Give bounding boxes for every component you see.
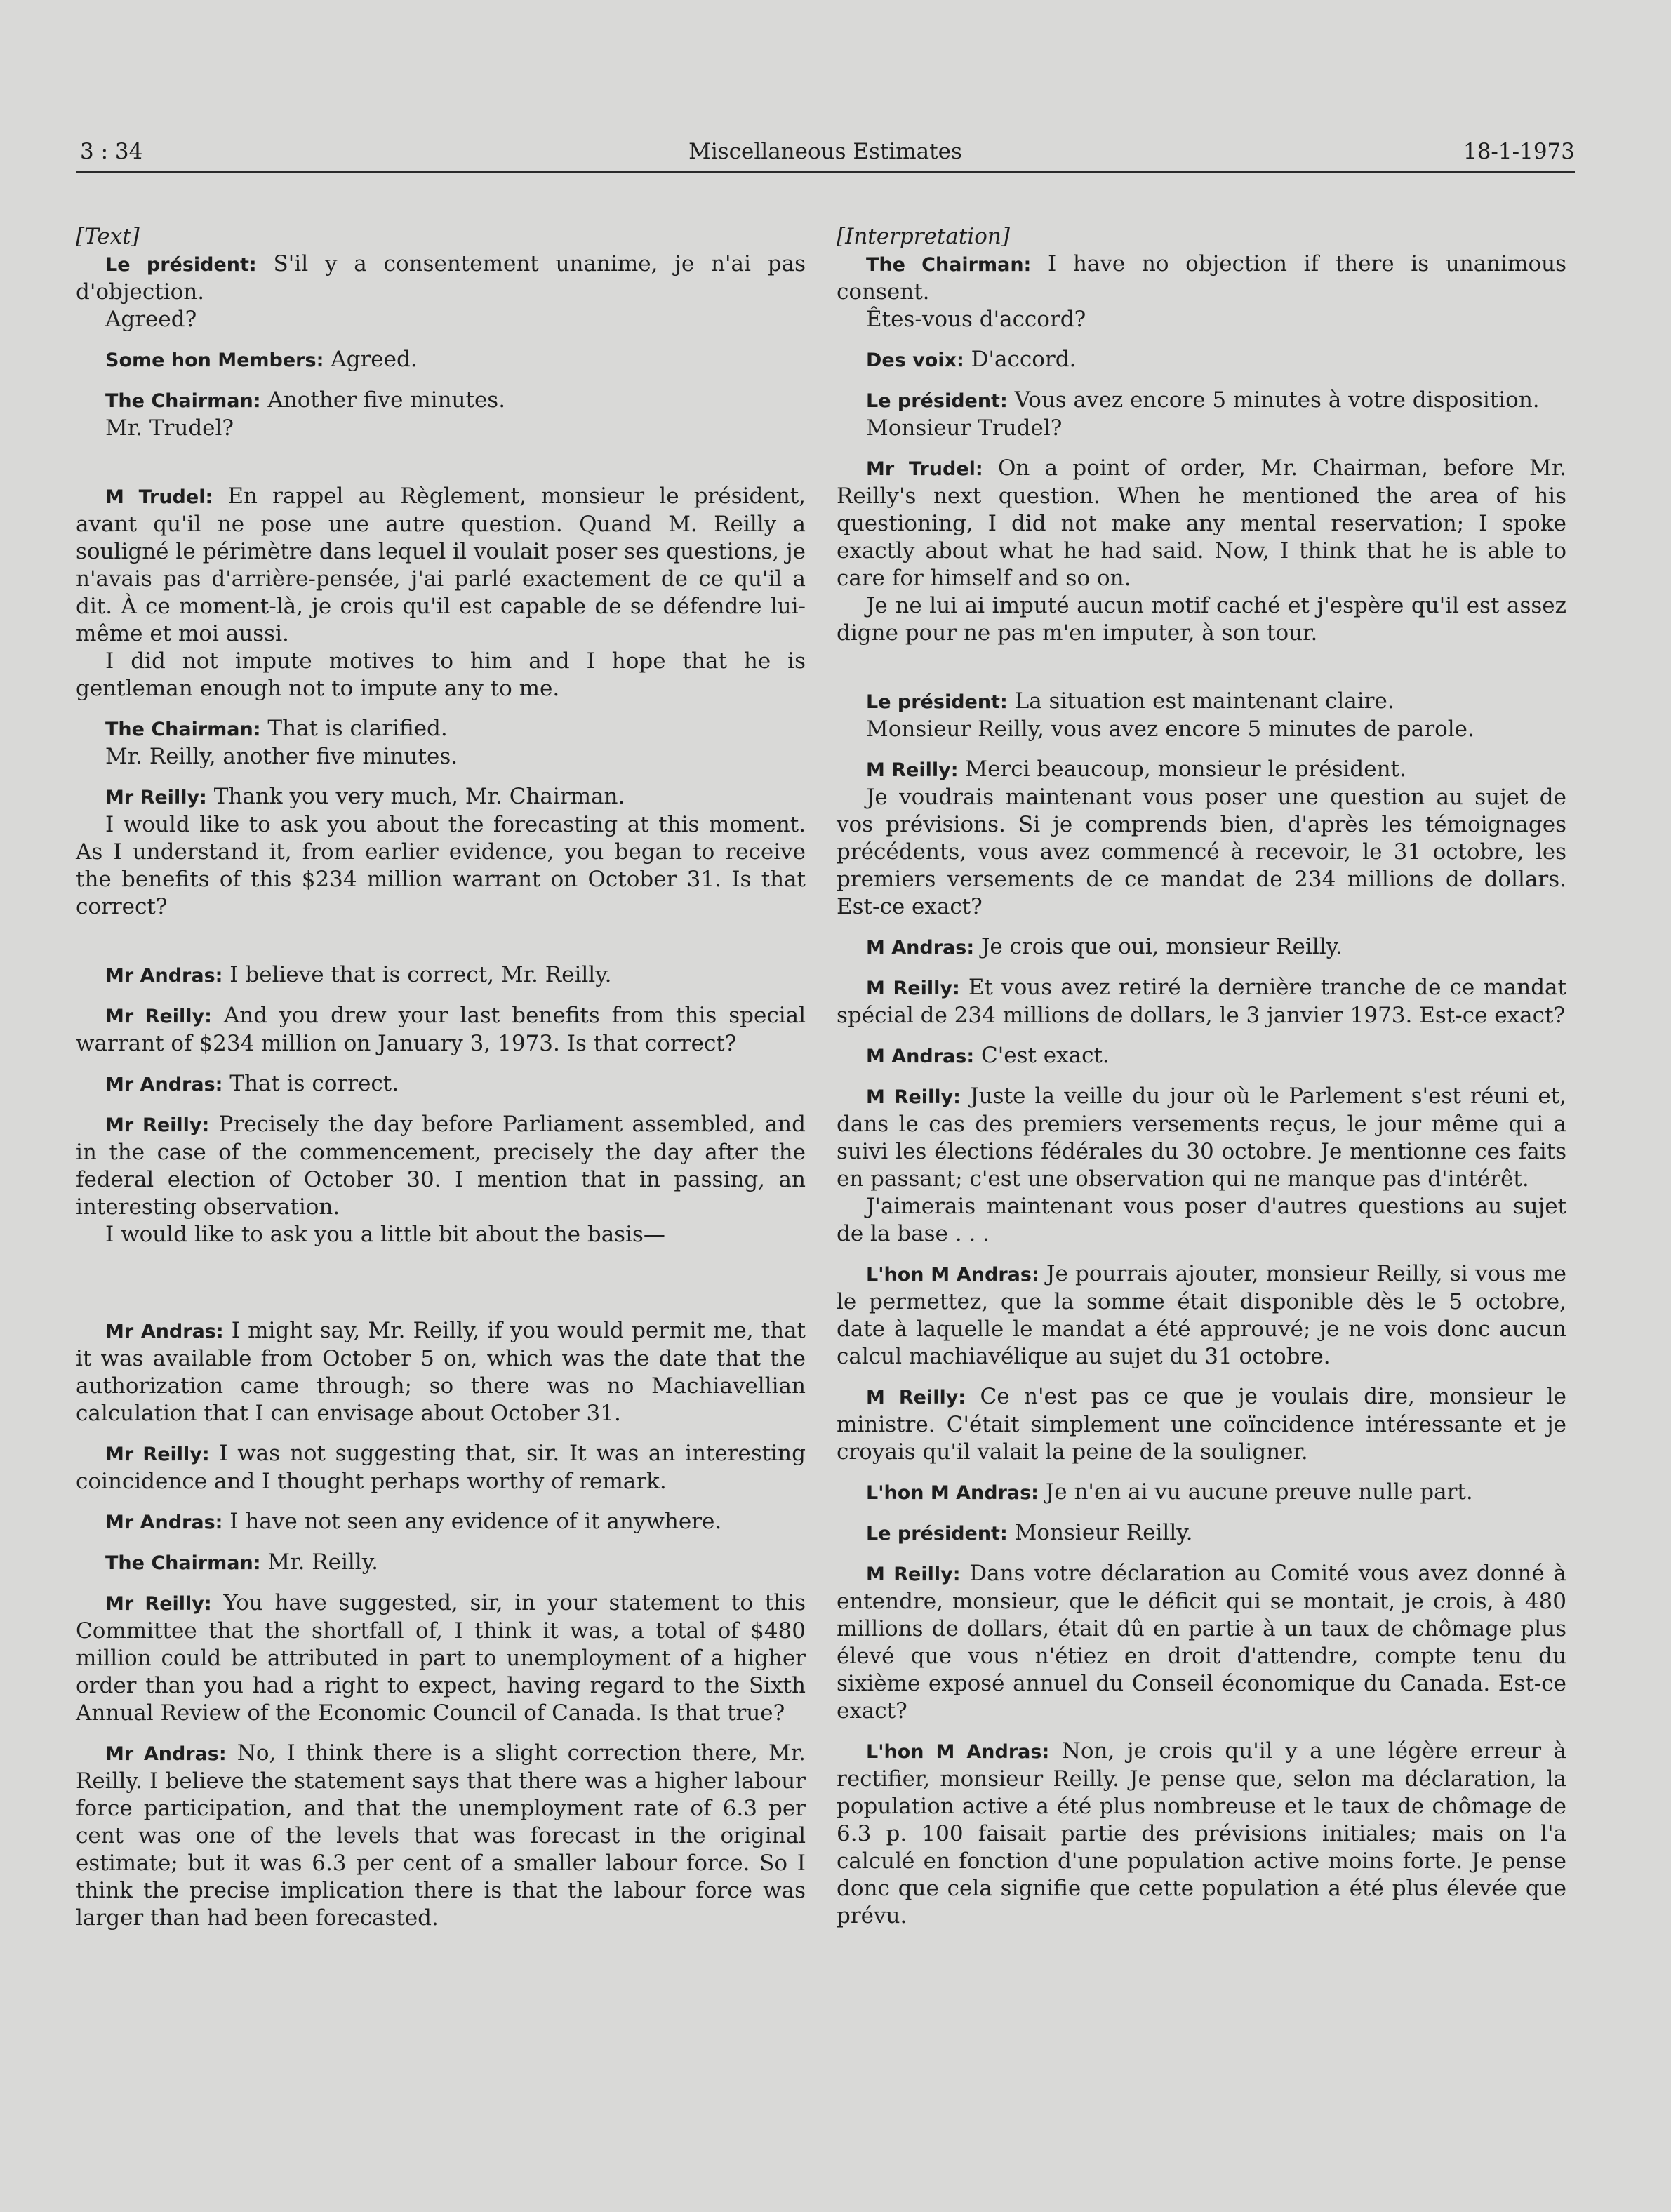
speaker: M Trudel: <box>105 486 213 508</box>
speaker: Le président: <box>105 254 257 276</box>
paragraph: J'aimerais maintenant vous poser d'autres questions au sujet de la base . . . <box>837 1194 1566 1246</box>
speech: I have no objection if there is unanimous consent. <box>837 251 1566 305</box>
language-tag: [Text] <box>76 224 140 249</box>
speech: That is clarified. <box>260 716 448 741</box>
speaker: Mr Reilly: <box>105 787 207 808</box>
speech: No, I think there is a slight correction there, Mr. Reilly. I believe the statement says that there was a higher labour force participation, and that the unemployment rate of 6.3 per cent was one of the levels that was forecast in the original estimate; but it was 6.3 per cent of a smaller labour force. So I think the precise implication there is that the labour force was larger than had been forecasted. <box>76 1740 806 1931</box>
speaker: M Reilly: <box>866 1564 961 1585</box>
speech: Je crois que oui, monsieur Reilly. <box>974 934 1343 959</box>
paragraph <box>76 1111 806 1221</box>
speaker: Mr Reilly: <box>105 1006 212 1027</box>
paragraph <box>837 1560 1566 1725</box>
speech: Precisely the day before Parliament assembled, and in the case of the commencement, precisely the day after the federal election of October 30. I mention that in passing, an interesting observation. <box>76 1112 806 1220</box>
speaker: M Reilly: <box>866 1387 966 1408</box>
speech: Vous avez encore 5 minutes à votre disposition. <box>1007 387 1540 413</box>
speech: Agreed. <box>324 347 418 372</box>
paragraph <box>837 1383 1566 1466</box>
speech: Juste la veille du jour où le Parlement s'est réuni et, dans le cas des premiers versements reçus, le jour même qui a suivi les élections fédérales du 30 octobre. Je mentionne ces faits en passant; c'est une observation qui ne manque pas d'intérêt. <box>837 1084 1566 1192</box>
paragraph <box>837 688 1566 716</box>
paragraph: Êtes-vous d'accord? <box>866 307 1086 332</box>
paragraph: I would like to ask you a little bit about the basis— <box>105 1222 665 1247</box>
speaker: Mr Andras: <box>105 1743 227 1765</box>
right-column <box>837 223 1566 1930</box>
speech: I was not suggesting that, sir. It was an interesting coincidence and I thought perhaps worthy of remark. <box>76 1441 806 1494</box>
publication-title: Miscellaneous Estimates <box>688 139 962 164</box>
speaker: Some hon Members: <box>105 349 324 371</box>
paragraph <box>76 1740 806 1932</box>
speaker: Mr Trudel: <box>866 458 983 480</box>
page-date: 18-1-1973 <box>1463 139 1575 164</box>
paragraph: Mr. Reilly, another five minutes. <box>105 744 458 769</box>
paragraph <box>837 387 1566 415</box>
speech: Ce n'est pas ce que je voulais dire, monsieur le ministre. C'était simplement une coïncidence intéressante et je croyais qu'il valait la peine de la souligner. <box>837 1384 1566 1465</box>
speaker: The Chairman: <box>105 1552 261 1574</box>
speaker: M Reilly: <box>866 978 960 999</box>
speech: En rappel au Règlement, monsieur le président, avant qu'il ne pose une autre question. Quand M. Reilly a souligné le périmètre dans lequel il voulait poser ses questions, je n'avais pas d'arrière-pensée, j'ai parlé exactement de ce qu'il a dit. À ce moment-là, je crois qu'il est capable de se défendre lui-même et moi aussi. <box>76 484 806 646</box>
speech: On a point of order, Mr. Chairman, before Mr. Reilly's next question. When he mentioned the area of his questioning, I did not make any mental reservation; I spoke exactly about what he had said. Now, I think that he is able to care for himself and so on. <box>837 455 1567 591</box>
speech: Mr. Reilly. <box>260 1550 378 1575</box>
paragraph <box>76 251 806 306</box>
speaker: L'hon M Andras: <box>866 1264 1039 1286</box>
speaker: Le président: <box>866 390 1008 412</box>
paragraph <box>837 1738 1566 1930</box>
speech: That is correct. <box>222 1071 399 1096</box>
speaker: Le président: <box>866 691 1008 713</box>
speaker: M Reilly: <box>866 1086 961 1108</box>
speech: Another five minutes. <box>260 387 506 413</box>
paragraph <box>76 715 806 743</box>
speech: C'est exact. <box>974 1043 1110 1068</box>
speaker: Mr Reilly: <box>105 1114 210 1136</box>
speech: Et vous avez retiré la dernière tranche de ce mandat spécial de 234 millions de dollars, le 3 janvier 1973. Est-ce exact? <box>837 975 1566 1028</box>
page-header <box>76 131 1575 173</box>
speaker: Mr Andras: <box>105 1512 223 1533</box>
paragraph: Mr. Trudel? <box>105 415 234 441</box>
speaker: Mr Andras: <box>105 1074 223 1095</box>
speech: Thank you very much, Mr. Chairman. <box>206 784 625 809</box>
speech: Monsieur Reilly. <box>1007 1520 1193 1545</box>
speaker: Le président: <box>866 1523 1008 1545</box>
paragraph <box>837 251 1566 306</box>
paragraph <box>837 455 1566 592</box>
paragraph <box>76 1070 806 1098</box>
speaker: Mr Reilly: <box>105 1444 210 1465</box>
speech: La situation est maintenant claire. <box>1007 688 1394 714</box>
speech: I might say, Mr. Reilly, if you would permit me, that it was available from October 5 on, which was the date that the authorization came through; so there was no Machiavellian calculation that I can envisage about October 31. <box>76 1318 806 1426</box>
paragraph <box>837 1479 1566 1507</box>
speaker: M Andras: <box>866 937 975 959</box>
paragraph <box>837 756 1566 784</box>
speech: Je n'en ai vu aucune preuve nulle part. <box>1038 1479 1473 1505</box>
speaker: Mr Reilly: <box>105 1593 212 1615</box>
paragraph <box>76 387 806 415</box>
speaker: M Andras: <box>866 1046 975 1067</box>
speaker: Mr Andras: <box>105 965 223 987</box>
paragraph <box>837 1260 1566 1371</box>
speaker: Des voix: <box>866 349 964 371</box>
left-column <box>76 223 806 1932</box>
paragraph <box>76 483 806 648</box>
speaker: Mr Andras: <box>105 1321 224 1342</box>
language-tag: [Interpretation] <box>837 224 1010 249</box>
paragraph: Je ne lui ai imputé aucun motif caché et j'espère qu'il est assez digne pour ne pas m'en imputer, à son tour. <box>837 593 1566 646</box>
speech: You have suggested, sir, in your statement to this Committee that the shortfall of, I think it was, a total of $480 million could be attributed in part to unemployment of a higher order than you had a right to expect, having regard to the Sixth Annual Review of the Economic Council of Canada. Is that true? <box>76 1590 806 1726</box>
speaker: The Chairman: <box>105 719 261 740</box>
paragraph <box>837 933 1566 961</box>
paragraph: Monsieur Trudel? <box>866 415 1063 441</box>
speech: And you drew your last benefits from this special warrant of $234 million on January 3, 1973. Is that correct? <box>76 1003 806 1056</box>
paragraph <box>76 346 806 374</box>
paragraph <box>76 1317 806 1427</box>
speaker: The Chairman: <box>105 390 261 412</box>
paragraph: Monsieur Reilly, vous avez encore 5 minutes de parole. <box>866 717 1474 742</box>
paragraph <box>76 1549 806 1577</box>
paragraph <box>76 783 806 811</box>
speech: S'il y a consentement unanime, je n'ai pas d'objection. <box>76 251 806 305</box>
paragraph: I did not impute motives to him and I hope that he is gentleman enough not to impute any to me. <box>76 648 806 701</box>
speaker: M Reilly: <box>866 759 959 781</box>
speaker: The Chairman: <box>866 254 1032 276</box>
paragraph <box>837 346 1566 374</box>
speech: Dans votre déclaration au Comité vous avez donné à entendre, monsieur, que le déficit qui se montait, je crois, à 480 millions de dollars, était dû en partie à un taux de chômage plus élevé que vous n'étiez en droit d'attendre, compte tenu du sixième exposé annuel du Conseil économique du Canada. Est-ce exact? <box>837 1561 1566 1724</box>
speech: Je pourrais ajouter, monsieur Reilly, si vous me le permettez, que la somme était disponible dès le 5 octobre, date à laquelle le mandat a été approuvé; je ne vois donc aucun calcul machiavélique au sujet du 31 octobre. <box>837 1261 1566 1369</box>
paragraph <box>837 974 1566 1030</box>
paragraph <box>76 961 806 990</box>
paragraph <box>76 1440 806 1495</box>
paragraph <box>76 1508 806 1536</box>
speech: Non, je crois qu'il y a une légère erreur à rectifier, monsieur Reilly. Je pense que, selon ma déclaration, la population active a été plus nombreuse et le taux de chômage de 6.3 p. 100 faisait partie des prévisions initiales; mais on l'a calculé en fonction d'une population active moins forte. Je pense donc que cela signifie que cette population a été plus élevée que prévu. <box>837 1738 1566 1928</box>
paragraph: I would like to ask you about the forecasting at this moment. As I understand it, from earlier evidence, you began to receive the benefits of this $234 million warrant on October 31. Is that correct? <box>76 812 806 919</box>
speech: D'accord. <box>964 347 1077 372</box>
speaker: L'hon M Andras: <box>866 1482 1039 1504</box>
paragraph <box>76 1590 806 1727</box>
speech: I have not seen any evidence of it anywhere. <box>222 1509 722 1534</box>
page-number: 3 : 34 <box>80 139 143 164</box>
paragraph <box>837 1519 1566 1547</box>
paragraph: Agreed? <box>105 307 197 332</box>
paragraph <box>837 1083 1566 1193</box>
speech: Merci beaucoup, monsieur le président. <box>958 757 1406 782</box>
paragraph: Je voudrais maintenant vous poser une question au sujet de vos prévisions. Si je comprends bien, d'après les témoignages précédents, vous avez commencé à recevoir, le 31 octobre, les premiers versements de ce mandat de 234 millions de dollars. Est-ce exact? <box>837 785 1566 919</box>
paragraph <box>76 1002 806 1058</box>
speaker: L'hon M Andras: <box>866 1741 1050 1763</box>
paragraph <box>837 1042 1566 1070</box>
speech: I believe that is correct, Mr. Reilly. <box>222 962 612 987</box>
